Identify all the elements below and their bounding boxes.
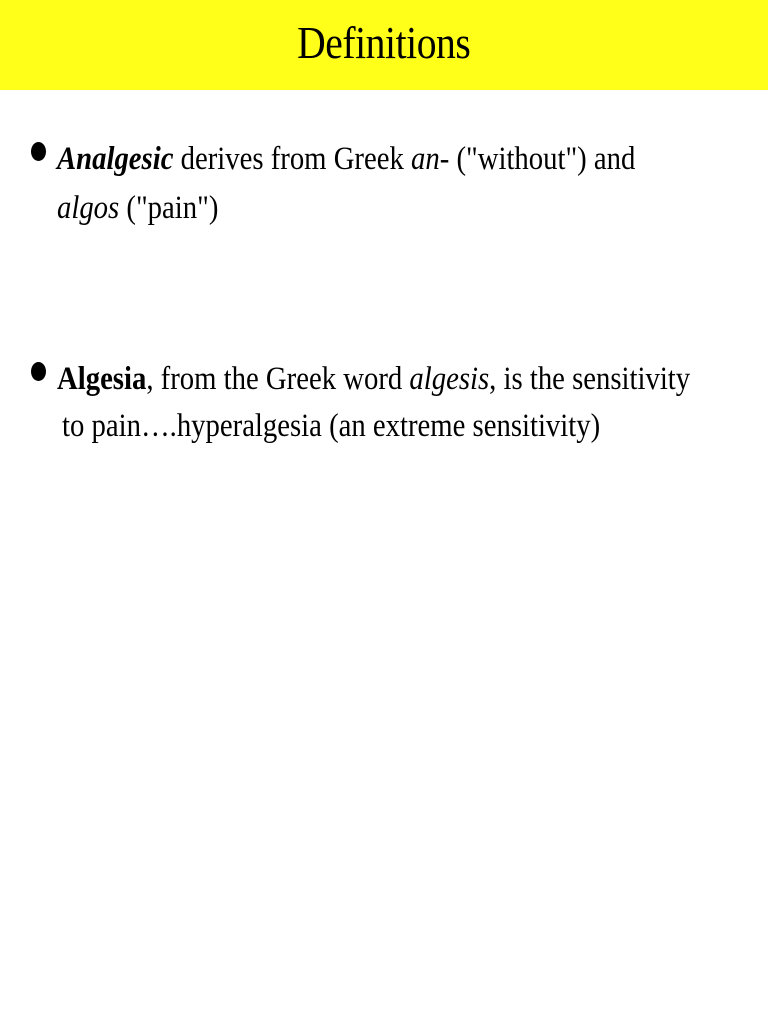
- bullet-2-text-2: , is the sensitivity: [489, 361, 691, 397]
- word-algos: algos: [57, 190, 120, 226]
- bullet-1-line-1: [57, 143, 635, 176]
- prefix-an: an: [411, 141, 440, 177]
- bullet-dot-icon: [31, 142, 46, 161]
- bullet-dot-icon: [31, 362, 46, 381]
- term-analgesic: Analgesic: [57, 141, 174, 177]
- bullet-2-line-1: [57, 363, 690, 396]
- slide-title: Definitions: [297, 16, 471, 68]
- bullet-2-line-2: [62, 410, 600, 443]
- bullet-1-text-2: - ("without") and: [439, 141, 636, 177]
- bullet-1-text: derives from Greek: [173, 141, 412, 177]
- bullet-2-text-3: to pain….hyperalgesia (an extreme sensitivity): [62, 408, 601, 444]
- bullet-1-text-3: ("pain"): [119, 190, 219, 226]
- bullet-2-text: , from the Greek word: [146, 361, 410, 397]
- word-algesis: algesis: [409, 361, 490, 397]
- term-algesia: Algesia: [57, 361, 147, 397]
- bullet-1-line-2: [57, 192, 218, 225]
- title-bar: [0, 0, 768, 90]
